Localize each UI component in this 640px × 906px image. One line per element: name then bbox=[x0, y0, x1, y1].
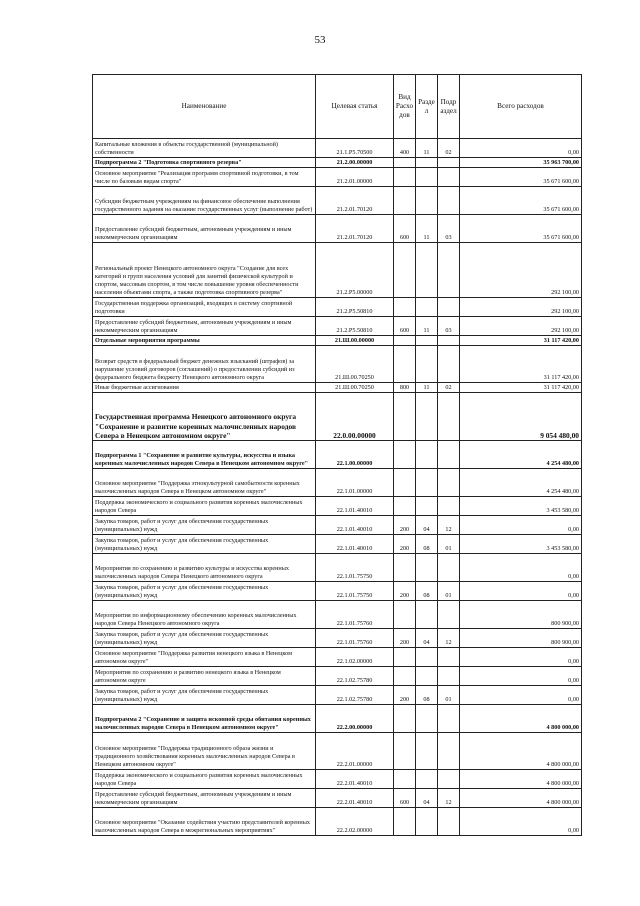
header-row bbox=[93, 75, 582, 139]
row-total: 35 671 600,00 bbox=[460, 187, 582, 215]
row-subsection bbox=[438, 346, 460, 383]
row-expense-type bbox=[394, 770, 416, 789]
row-subsection bbox=[438, 554, 460, 582]
row-subsection: 03 bbox=[438, 317, 460, 336]
row-target-article: 22.2.01.40010 bbox=[316, 789, 394, 808]
table-row bbox=[93, 441, 582, 469]
row-section: 11 bbox=[416, 215, 438, 243]
row-subsection: 12 bbox=[438, 789, 460, 808]
row-total: 4 254 480,00 bbox=[460, 441, 582, 469]
header-subsection: Подр аздел bbox=[438, 75, 460, 139]
table-row bbox=[93, 497, 582, 516]
row-total: 0,00 bbox=[460, 648, 582, 667]
row-expense-type: 200 bbox=[394, 582, 416, 601]
row-expense-type bbox=[394, 808, 416, 836]
row-section bbox=[416, 667, 438, 686]
row-target-article: 22.1.01.75760 bbox=[316, 629, 394, 648]
table-row bbox=[93, 168, 582, 187]
row-section: 11 bbox=[416, 317, 438, 336]
row-subsection bbox=[438, 808, 460, 836]
row-expense-type bbox=[394, 158, 416, 168]
row-name: Иные бюджетные ассигнования bbox=[93, 383, 316, 393]
table-row bbox=[93, 686, 582, 705]
row-subsection bbox=[438, 187, 460, 215]
page-number: 53 bbox=[314, 34, 326, 46]
row-expense-type bbox=[394, 648, 416, 667]
row-name: Основное мероприятие "Реализация программ спортивной подготовки, в том числе по базовым видам спорта" bbox=[93, 168, 316, 187]
row-target-article: 22.1.01.75750 bbox=[316, 582, 394, 601]
row-target-article: 21.2.P5.00000 bbox=[316, 243, 394, 298]
row-total: 31 117 420,00 bbox=[460, 346, 582, 383]
table-row bbox=[93, 383, 582, 393]
row-total: 800 900,00 bbox=[460, 601, 582, 629]
row-target-article: 22.1.01.40010 bbox=[316, 516, 394, 535]
row-name: Предоставление субсидий бюджетным, автономным учреждениям и иным некоммерческим организациям bbox=[93, 789, 316, 808]
row-target-article: 22.1.01.40010 bbox=[316, 497, 394, 516]
row-section: 04 bbox=[416, 629, 438, 648]
row-target-article: 21.2.01.00000 bbox=[316, 168, 394, 187]
row-subsection: 01 bbox=[438, 535, 460, 554]
row-section bbox=[416, 168, 438, 187]
row-name: Основное мероприятие "Поддержка развития ненецкого языка в Ненецком автономном округе" bbox=[93, 648, 316, 667]
row-total: 0,00 bbox=[460, 582, 582, 601]
row-target-article: 21.2.01.70120 bbox=[316, 215, 394, 243]
row-total: 31 117 420,00 bbox=[460, 336, 582, 346]
row-total: 0,00 bbox=[460, 667, 582, 686]
table-row bbox=[93, 346, 582, 383]
row-subsection bbox=[438, 441, 460, 469]
row-target-article: 21.2.00.00000 bbox=[316, 158, 394, 168]
row-subsection bbox=[438, 298, 460, 317]
row-subsection: 01 bbox=[438, 686, 460, 705]
row-subsection: 03 bbox=[438, 215, 460, 243]
row-name: Государственная программа Ненецкого автономного округа "Сохранение и развитие коренных малочисленных народов Севера в Ненецком автономном округе" bbox=[93, 393, 316, 441]
row-name: Закупка товаров, работ и услуг для обеспечения государственных (муниципальных) нужд bbox=[93, 516, 316, 535]
row-total: 35 671 600,00 bbox=[460, 168, 582, 187]
row-section bbox=[416, 158, 438, 168]
table-row bbox=[93, 298, 582, 317]
table-row bbox=[93, 243, 582, 298]
row-target-article: 22.2.01.00000 bbox=[316, 733, 394, 770]
row-section: 11 bbox=[416, 383, 438, 393]
row-total: 35 963 700,00 bbox=[460, 158, 582, 168]
row-target-article: 22.1.02.75780 bbox=[316, 667, 394, 686]
table-row bbox=[93, 667, 582, 686]
row-section bbox=[416, 648, 438, 667]
row-target-article: 21.2.P5.50810 bbox=[316, 317, 394, 336]
table-row bbox=[93, 601, 582, 629]
row-subsection bbox=[438, 393, 460, 441]
table-row bbox=[93, 139, 582, 158]
row-target-article: 22.1.02.75780 bbox=[316, 686, 394, 705]
table-row bbox=[93, 789, 582, 808]
row-section bbox=[416, 393, 438, 441]
row-subsection bbox=[438, 601, 460, 629]
header-total: Всего расходов bbox=[460, 75, 582, 139]
row-name: Закупка товаров, работ и услуг для обеспечения государственных (муниципальных) нужд bbox=[93, 629, 316, 648]
row-section: 08 bbox=[416, 535, 438, 554]
table-row bbox=[93, 629, 582, 648]
row-subsection: 12 bbox=[438, 516, 460, 535]
row-total: 3 453 580,00 bbox=[460, 535, 582, 554]
table-row bbox=[93, 469, 582, 497]
row-section bbox=[416, 497, 438, 516]
row-target-article: 22.2.00.00000 bbox=[316, 705, 394, 733]
table-row bbox=[93, 215, 582, 243]
table-row bbox=[93, 158, 582, 168]
row-target-article: 22.1.01.75750 bbox=[316, 554, 394, 582]
row-name: Мероприятия по сохранению и развитию ненецкого языка в Ненецком автономном округе bbox=[93, 667, 316, 686]
row-target-article: 21.2.P5.50810 bbox=[316, 298, 394, 317]
row-name: Поддержка экономического и социального развития коренных малочисленных народов Севера bbox=[93, 497, 316, 516]
row-expense-type: 200 bbox=[394, 516, 416, 535]
row-expense-type bbox=[394, 733, 416, 770]
row-total: 3 453 580,00 bbox=[460, 497, 582, 516]
row-total: 292 100,00 bbox=[460, 298, 582, 317]
row-name: Поддержка экономического и социального развития коренных малочисленных народов Севера bbox=[93, 770, 316, 789]
row-section bbox=[416, 808, 438, 836]
row-section bbox=[416, 601, 438, 629]
row-section bbox=[416, 469, 438, 497]
table-row bbox=[93, 733, 582, 770]
row-target-article: 22.0.00.00000 bbox=[316, 393, 394, 441]
row-subsection: 01 bbox=[438, 582, 460, 601]
row-name: Мероприятия по сохранению и развитию культуры и искусства коренных малочисленных народов Севера Ненецкого автономного округа bbox=[93, 554, 316, 582]
row-subsection bbox=[438, 243, 460, 298]
header-section: Разде л bbox=[416, 75, 438, 139]
row-target-article: 21.1.P5.70500 bbox=[316, 139, 394, 158]
row-total: 0,00 bbox=[460, 808, 582, 836]
row-name: Основное мероприятие "Оказание содействия участию представителей коренных малочисленных народов Севера в межрегиональных мероприятиях" bbox=[93, 808, 316, 836]
row-name: Предоставление субсидий бюджетным, автономным учреждениям и иным некоммерческим организациям bbox=[93, 317, 316, 336]
table-row bbox=[93, 187, 582, 215]
row-expense-type: 600 bbox=[394, 317, 416, 336]
row-name: Отдельные мероприятия программы bbox=[93, 336, 316, 346]
row-subsection bbox=[438, 733, 460, 770]
row-expense-type bbox=[394, 393, 416, 441]
row-total: 4 254 480,00 bbox=[460, 469, 582, 497]
row-target-article: 21.Ш.00.00000 bbox=[316, 336, 394, 346]
row-total: 31 117 420,00 bbox=[460, 383, 582, 393]
table-row bbox=[93, 336, 582, 346]
table-row bbox=[93, 554, 582, 582]
row-expense-type bbox=[394, 497, 416, 516]
row-subsection bbox=[438, 667, 460, 686]
row-total: 0,00 bbox=[460, 139, 582, 158]
row-name: Основное мероприятие "Поддержка традиционного образа жизни и традиционного хозяйствования коренных малочисленных народов Севера в Ненецком автономном округе" bbox=[93, 733, 316, 770]
row-section bbox=[416, 770, 438, 789]
row-section bbox=[416, 705, 438, 733]
header-name: Наименование bbox=[93, 75, 316, 139]
row-subsection bbox=[438, 469, 460, 497]
row-expense-type bbox=[394, 554, 416, 582]
row-name: Подпрограмма 2 "Сохранение и защита исконной среды обитания коренных малочисленных народов Севера в Ненецком автономном округе" bbox=[93, 705, 316, 733]
row-expense-type bbox=[394, 187, 416, 215]
row-subsection bbox=[438, 168, 460, 187]
row-expense-type: 200 bbox=[394, 535, 416, 554]
row-expense-type: 200 bbox=[394, 686, 416, 705]
row-subsection: 02 bbox=[438, 383, 460, 393]
table-row bbox=[93, 582, 582, 601]
row-total: 35 671 600,00 bbox=[460, 215, 582, 243]
row-name: Подпрограмма 1 "Сохранение и развитие культуры, искусства и языка коренных малочисленных народов Севера в Ненецком автономном округе" bbox=[93, 441, 316, 469]
row-total: 4 800 000,00 bbox=[460, 770, 582, 789]
row-expense-type bbox=[394, 601, 416, 629]
row-expense-type bbox=[394, 705, 416, 733]
row-total: 0,00 bbox=[460, 554, 582, 582]
row-section bbox=[416, 336, 438, 346]
row-total: 292 100,00 bbox=[460, 317, 582, 336]
row-subsection bbox=[438, 497, 460, 516]
row-section: 04 bbox=[416, 789, 438, 808]
row-total: 800 900,00 bbox=[460, 629, 582, 648]
row-section bbox=[416, 187, 438, 215]
table-row bbox=[93, 393, 582, 441]
row-section bbox=[416, 733, 438, 770]
row-name: Государственная поддержка организаций, входящих в систему спортивной подготовки bbox=[93, 298, 316, 317]
row-subsection bbox=[438, 770, 460, 789]
row-section: 08 bbox=[416, 582, 438, 601]
row-name: Подпрограмма 2 "Подготовка спортивного резерва" bbox=[93, 158, 316, 168]
row-subsection bbox=[438, 336, 460, 346]
row-section bbox=[416, 554, 438, 582]
row-target-article: 22.2.02.00000 bbox=[316, 808, 394, 836]
row-section bbox=[416, 243, 438, 298]
table-row bbox=[93, 317, 582, 336]
row-name: Основное мероприятие "Поддержка этнокультурной самобытности коренных малочисленных народов Севера в Ненецком автономном округе" bbox=[93, 469, 316, 497]
row-section: 11 bbox=[416, 139, 438, 158]
row-total: 9 054 480,00 bbox=[460, 393, 582, 441]
row-subsection bbox=[438, 648, 460, 667]
row-expense-type bbox=[394, 346, 416, 383]
header-target-article: Целевая статья bbox=[316, 75, 394, 139]
row-name: Закупка товаров, работ и услуг для обеспечения государственных (муниципальных) нужд bbox=[93, 582, 316, 601]
row-name: Предоставление субсидий бюджетным, автономным учреждениям и иным некоммерческим организациям bbox=[93, 215, 316, 243]
row-target-article: 21.2.01.70120 bbox=[316, 187, 394, 215]
row-target-article: 21.Ш.00.70250 bbox=[316, 346, 394, 383]
row-target-article: 22.1.00.00000 bbox=[316, 441, 394, 469]
table-row bbox=[93, 535, 582, 554]
row-target-article: 21.Ш.00.70250 bbox=[316, 383, 394, 393]
row-name: Мероприятия по информационному обеспечению коренных малочисленных народов Севера Ненецкого автономного округа bbox=[93, 601, 316, 629]
row-expense-type bbox=[394, 336, 416, 346]
row-expense-type: 400 bbox=[394, 139, 416, 158]
row-name: Закупка товаров, работ и услуг для обеспечения государственных (муниципальных) нужд bbox=[93, 686, 316, 705]
row-total: 0,00 bbox=[460, 686, 582, 705]
row-expense-type: 600 bbox=[394, 789, 416, 808]
table-row bbox=[93, 516, 582, 535]
table-row bbox=[93, 808, 582, 836]
row-expense-type bbox=[394, 298, 416, 317]
row-expense-type bbox=[394, 168, 416, 187]
row-total: 4 800 000,00 bbox=[460, 789, 582, 808]
table-row bbox=[93, 770, 582, 789]
row-total: 4 800 000,00 bbox=[460, 733, 582, 770]
row-section bbox=[416, 298, 438, 317]
table-row bbox=[93, 648, 582, 667]
table-row bbox=[93, 705, 582, 733]
row-target-article: 22.1.01.40010 bbox=[316, 535, 394, 554]
row-total: 0,00 bbox=[460, 516, 582, 535]
row-subsection bbox=[438, 158, 460, 168]
row-target-article: 22.1.02.00000 bbox=[316, 648, 394, 667]
header-expense-type: Вид Расхо дов bbox=[394, 75, 416, 139]
row-expense-type bbox=[394, 667, 416, 686]
row-section: 08 bbox=[416, 686, 438, 705]
row-section bbox=[416, 441, 438, 469]
row-name: Субсидии бюджетным учреждениям на финансовое обеспечение выполнения государственного задания на оказание государственных услуг (выполнение работ) bbox=[93, 187, 316, 215]
row-name: Закупка товаров, работ и услуг для обеспечения государственных (муниципальных) нужд bbox=[93, 535, 316, 554]
row-subsection bbox=[438, 705, 460, 733]
row-section bbox=[416, 346, 438, 383]
row-expense-type: 600 bbox=[394, 215, 416, 243]
table-body bbox=[93, 139, 582, 836]
row-subsection: 02 bbox=[438, 139, 460, 158]
row-target-article: 22.2.01.40010 bbox=[316, 770, 394, 789]
row-expense-type bbox=[394, 243, 416, 298]
row-expense-type bbox=[394, 441, 416, 469]
row-expense-type bbox=[394, 469, 416, 497]
row-name: Региональный проект Ненецкого автономного округа "Создание для всех категорий и групп населения условий для занятий физической культурой и спортом, массовым спортом, в том числе повышение уровня обеспеченности населения объектами спорта, а также подготовка спортивного резерва" bbox=[93, 243, 316, 298]
row-section: 04 bbox=[416, 516, 438, 535]
row-name: Возврат средств в федеральный бюджет денежных взысканий (штрафов) за нарушение условий договоров (соглашений) о предоставлении субсидий из федерального бюджета бюджету Ненецкого автономного округа bbox=[93, 346, 316, 383]
row-total: 4 800 000,00 bbox=[460, 705, 582, 733]
row-subsection: 12 bbox=[438, 629, 460, 648]
expenditure-table bbox=[92, 74, 582, 836]
row-name: Капитальные вложения в объекты государственной (муниципальной) собственности bbox=[93, 139, 316, 158]
row-expense-type: 800 bbox=[394, 383, 416, 393]
row-expense-type: 200 bbox=[394, 629, 416, 648]
row-target-article: 22.1.01.00000 bbox=[316, 469, 394, 497]
row-target-article: 22.1.01.75760 bbox=[316, 601, 394, 629]
row-total: 292 100,00 bbox=[460, 243, 582, 298]
